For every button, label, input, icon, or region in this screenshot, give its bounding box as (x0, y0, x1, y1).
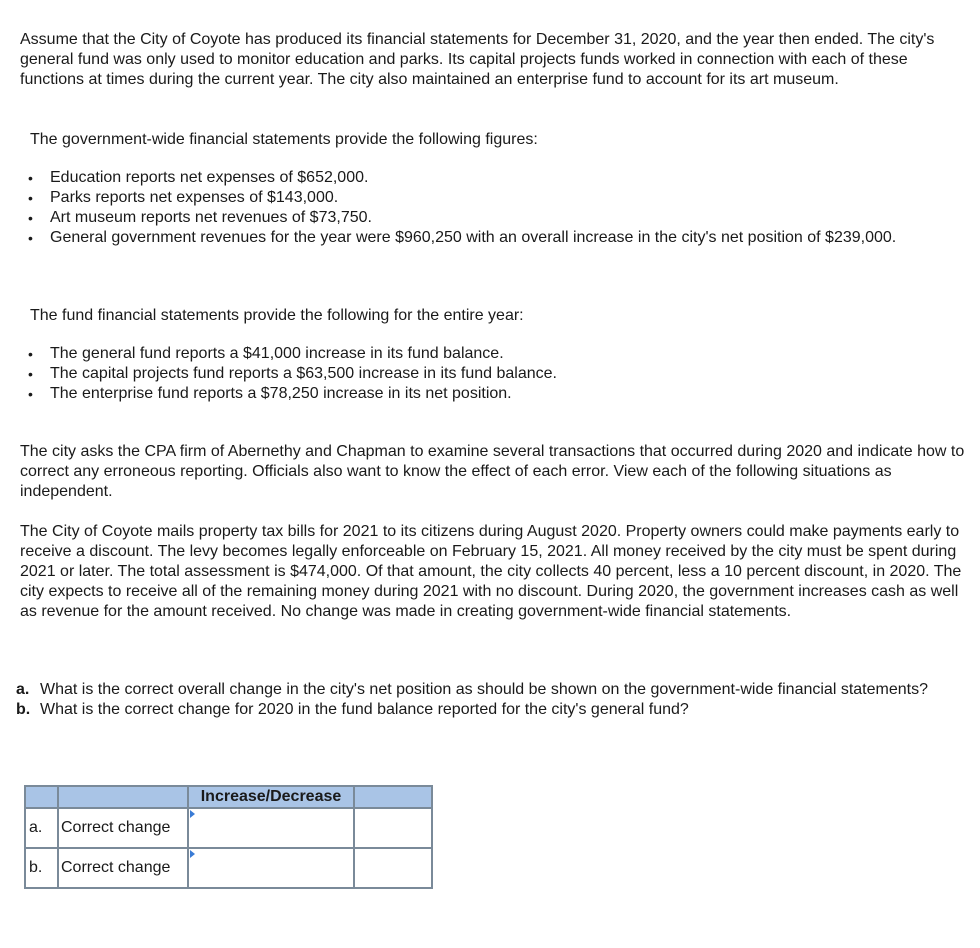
question-a (16, 680, 956, 700)
question-text: What is the correct overall change in the city's net position as should be shown on the government-wide financial statements? (40, 681, 928, 698)
gov-wide-heading: The government-wide financial statements provide the following figures: (30, 131, 538, 148)
fund-heading: The fund financial statements provide the following for the entire year: (30, 307, 524, 324)
scenario-paragraph: The City of Coyote mails property tax bills for 2021 to its citizens during August 2020. Property owners could make payments early to receive a discount. The levy becomes legally enforceable on February 15, 2021. All money received by the city must be spent during 2021 or later. The total assessment is $474,000. Of that amount, the city collects 40 percent, less a 10 percent discount, in 2020. The city expects to receive all of the remaining money during 2021 with no discount. During 2020, the government increases cash as well as revenue for the amount received. No change was made in creating government-wide financial statements. (20, 523, 962, 620)
answer-table (24, 785, 433, 889)
list-item: • Education reports net expenses of $652,000. (24, 168, 924, 188)
fund-list (24, 344, 924, 404)
header-blank-cell (25, 786, 58, 808)
list-item: • Parks reports net expenses of $143,000. (24, 188, 924, 208)
question-text: What is the correct change for 2020 in the fund balance reported for the city's general fund? (40, 701, 689, 718)
answer-b-input[interactable] (188, 848, 354, 888)
list-item: • General government revenues for the year were $960,250 with an overall increase in the city's net position of $239,000. (24, 228, 924, 248)
list-item: • The general fund reports a $41,000 increase in its fund balance. (24, 344, 924, 364)
list-item: • The capital projects fund reports a $63,500 increase in its fund balance. (24, 364, 924, 384)
table-row (25, 808, 432, 848)
header-blank-cell (354, 786, 432, 808)
header-blank-cell (58, 786, 188, 808)
row-label: a. (25, 808, 58, 848)
table-row (25, 848, 432, 888)
question-list (16, 680, 956, 720)
header-increase-decrease: Increase/Decrease (188, 786, 354, 808)
row-description: Correct change (58, 808, 188, 848)
cpa-paragraph: The city asks the CPA firm of Abernethy and Chapman to examine several transactions that occurred during 2020 and indicate how to correct any erroneous reporting. Officials also want to know the effect of each error. View each of the following situations as independent. (20, 443, 965, 500)
row-label: b. (25, 848, 58, 888)
answer-a-extra-cell[interactable] (354, 808, 432, 848)
row-description: Correct change (58, 848, 188, 888)
question-label: a. (16, 681, 30, 698)
table-header-row (25, 786, 432, 808)
answer-a-input[interactable] (188, 808, 354, 848)
list-item: • The enterprise fund reports a $78,250 increase in its net position. (24, 384, 924, 404)
question-b (16, 700, 956, 720)
answer-b-extra-cell[interactable] (354, 848, 432, 888)
list-item: • Art museum reports net revenues of $73,750. (24, 208, 924, 228)
gov-wide-list (24, 168, 924, 248)
intro-paragraph: Assume that the City of Coyote has produced its financial statements for December 31, 2020, and the year then ended. The city's general fund was only used to monitor education and parks. Its capital projects funds worked in connection with each of these functions at times during the current year. The city also maintained an enterprise fund to account for its art museum. (20, 31, 935, 88)
question-label: b. (16, 701, 31, 718)
